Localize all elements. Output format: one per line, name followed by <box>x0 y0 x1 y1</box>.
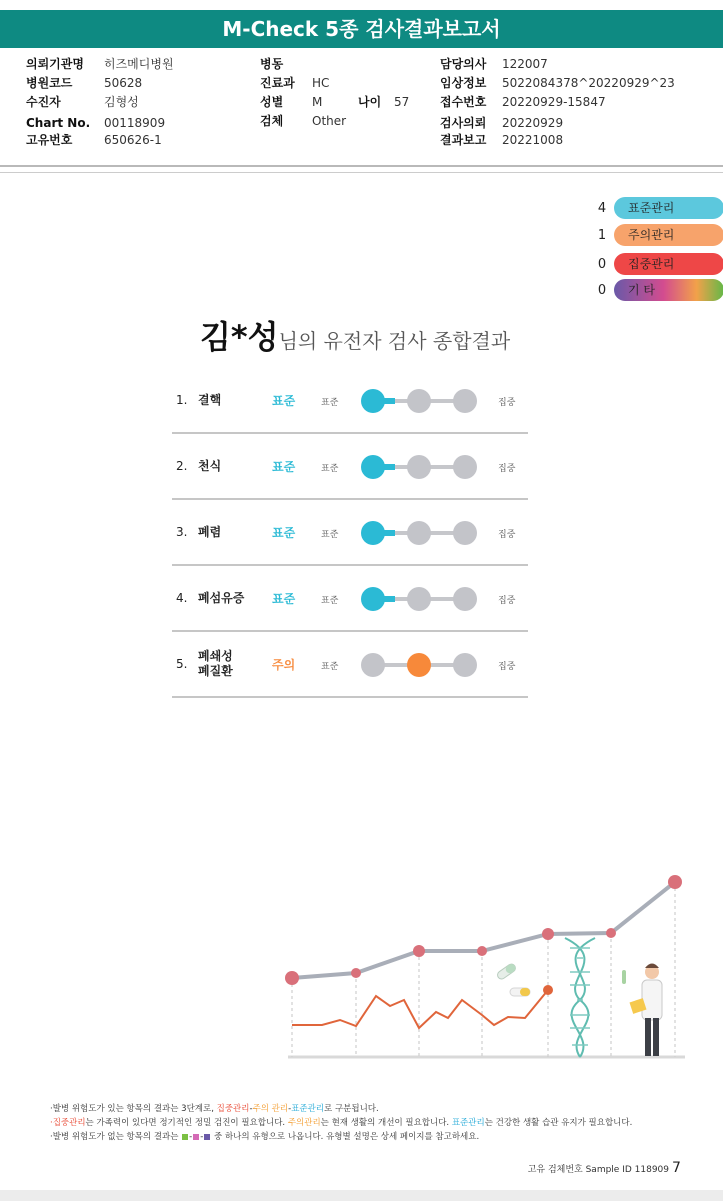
level-dot-2 <box>453 587 477 611</box>
note-text-red: 집중관리 <box>216 1104 250 1114</box>
scale-low-label: 표준 <box>321 530 339 540</box>
result-status: 표준 <box>272 592 296 606</box>
info-label: 접수번호 <box>440 95 487 109</box>
note-line-3: ·발병 위험도가 없는 항목의 결과는 - - 중 하나의 유형으로 나옵니다. 유형별 설명은 상세 페이지를 참고하세요. <box>50 1132 480 1142</box>
info-col1-row <box>26 74 142 92</box>
legend-pill: 표준관리 <box>614 197 723 219</box>
result-row <box>172 632 528 698</box>
info-value: HC <box>312 76 330 90</box>
level-dot-2 <box>453 455 477 479</box>
note-text: 는 현재 생활의 개선이 필요합니다. <box>320 1118 452 1128</box>
level-dot-0 <box>361 653 385 677</box>
info-value: 5022084378^20220929^23 <box>502 76 675 90</box>
result-status: 주의 <box>272 658 296 672</box>
note-line-2 <box>50 1116 632 1128</box>
pill-icon <box>496 963 517 981</box>
info-col2-row <box>260 55 312 73</box>
info-col1-row <box>26 131 162 149</box>
result-name: 폐섬유증 <box>198 591 245 605</box>
result-name: 폐쇄성 폐질환 <box>198 649 233 678</box>
info-label: 고유번호 <box>26 133 73 147</box>
result-row <box>172 434 528 500</box>
result-heading <box>200 312 510 358</box>
risk-level-track <box>361 389 477 413</box>
info-value: 히즈메디병원 <box>104 57 174 71</box>
info-value: 650626-1 <box>104 133 162 147</box>
info-col1-row <box>26 55 174 73</box>
info-value: 20221008 <box>502 133 564 147</box>
info-label: 결과보고 <box>440 133 487 147</box>
info-col2-row <box>260 74 329 92</box>
risk-level-track <box>361 587 477 611</box>
result-status: 표준 <box>272 526 296 540</box>
info-col3-row <box>440 114 563 132</box>
note-text-blue: 표준관리 <box>451 1118 485 1128</box>
level-dot-0 <box>361 521 385 545</box>
legend-count: 0 <box>597 256 607 272</box>
risk-level-track <box>361 653 477 677</box>
level-dot-0 <box>361 455 385 479</box>
bottom-band <box>0 1190 723 1201</box>
type-swatch-green <box>182 1134 188 1140</box>
legend-count: 1 <box>597 227 607 243</box>
info-col1-row <box>26 93 139 111</box>
info-value: 50628 <box>104 76 143 90</box>
note-text: 로 구분됩니다. <box>324 1104 379 1114</box>
info-label: 검체 <box>260 114 284 128</box>
type-swatch-purple <box>204 1134 210 1140</box>
level-dot-0 <box>361 389 385 413</box>
patient-name: 김*성 <box>200 318 279 356</box>
result-number: 3. <box>176 525 188 539</box>
info-value-age: 57 <box>394 95 410 109</box>
level-dot-0 <box>361 587 385 611</box>
level-dot-1 <box>407 587 431 611</box>
info-value: 20220929 <box>502 116 564 130</box>
result-row <box>172 500 528 566</box>
note-text-orange: 주의관리 <box>287 1118 321 1128</box>
row-divider <box>172 696 528 698</box>
level-dot-2 <box>453 521 477 545</box>
info-col2-row <box>260 112 346 130</box>
risk-level-track <box>361 455 477 479</box>
scale-high-label: 집중 <box>498 662 516 672</box>
info-label: Chart No. <box>26 116 91 130</box>
scale-low-label: 표준 <box>321 464 339 474</box>
page-number: 7 <box>672 1160 681 1176</box>
info-label: 병동 <box>260 57 284 71</box>
note-text-red: ·집중관리 <box>50 1118 86 1128</box>
info-label: 성별 <box>260 95 284 109</box>
info-value: Other <box>312 114 347 128</box>
legend-row <box>596 279 723 301</box>
info-label: 검사의뢰 <box>440 116 487 130</box>
legend-row <box>596 224 723 246</box>
note-text-blue: 표준관리 <box>291 1104 325 1114</box>
legend-count: 0 <box>597 282 607 298</box>
result-heading-suffix: 님의 유전자 검사 종합결과 <box>278 329 511 353</box>
info-col3-row <box>440 93 606 111</box>
legend-pill: 기 타 <box>614 279 723 301</box>
scale-high-label: 집중 <box>498 596 516 606</box>
info-value: 122007 <box>502 57 548 71</box>
info-label: 의뢰기관명 <box>26 57 84 71</box>
legend-pill: 주의관리 <box>614 224 723 246</box>
info-col3-row <box>440 55 548 73</box>
legend-pill: 집중관리 <box>614 253 723 275</box>
risk-level-track <box>361 521 477 545</box>
note-text: 는 건강한 생활 습관 유지가 필요합니다. <box>484 1118 633 1128</box>
info-label: 병원코드 <box>26 76 73 90</box>
level-dot-2 <box>453 389 477 413</box>
info-label: 수진자 <box>26 95 61 109</box>
note-text: - <box>288 1104 292 1114</box>
note-text: 중 하나의 유형으로 나옵니다. 유형별 설명은 상세 페이지를 참고하세요. <box>211 1132 480 1142</box>
result-status: 표준 <box>272 460 296 474</box>
info-col3-row <box>440 131 563 149</box>
info-value: M <box>312 95 323 109</box>
scale-low-label: 표준 <box>321 596 339 606</box>
health-trend-illustration <box>280 860 700 1080</box>
note-line-1 <box>50 1102 379 1114</box>
divider <box>0 172 723 173</box>
info-label: 임상정보 <box>440 76 487 90</box>
result-status: 표준 <box>272 394 296 408</box>
info-value: 20220929-15847 <box>502 95 606 109</box>
level-dot-1 <box>407 455 431 479</box>
report-title: M-Check 5종 검사결과보고서 <box>0 10 723 48</box>
result-name: 결핵 <box>198 393 222 407</box>
info-value: 00118909 <box>104 116 166 130</box>
scale-high-label: 집중 <box>498 530 516 540</box>
note-text: ·발병 위험도가 없는 항목의 결과는 <box>50 1132 182 1142</box>
type-swatch-pink <box>193 1134 199 1140</box>
level-dot-2 <box>453 653 477 677</box>
info-label: 진료과 <box>260 76 295 90</box>
result-number: 2. <box>176 459 188 473</box>
dna-icon <box>565 938 595 1057</box>
scale-low-label: 표준 <box>321 398 339 408</box>
sample-id-footer: 고유 검체번호 Sample ID 118909 <box>527 1165 669 1175</box>
note-text-orange: 주의 관리 <box>252 1104 289 1114</box>
level-dot-1 <box>407 521 431 545</box>
info-label: 담당의사 <box>440 57 487 71</box>
info-col3-row <box>440 74 675 92</box>
info-col1-row <box>26 114 165 132</box>
scale-high-label: 집중 <box>498 464 516 474</box>
pill-icon <box>510 988 530 996</box>
scale-low-label: 표준 <box>321 662 339 672</box>
scale-high-label: 집중 <box>498 398 516 408</box>
legend-row <box>596 197 723 219</box>
result-name: 천식 <box>198 459 222 473</box>
result-number: 4. <box>176 591 188 605</box>
info-label-age: 나이 <box>358 95 382 109</box>
info-value: 김형성 <box>104 95 139 109</box>
note-text: 는 가족력이 있다면 정기적인 정밀 검진이 필요합니다. <box>85 1118 288 1128</box>
result-name: 폐렴 <box>198 525 222 539</box>
level-dot-1 <box>407 389 431 413</box>
result-row <box>172 566 528 632</box>
note-text: - <box>249 1104 253 1114</box>
info-col2-row <box>260 93 409 111</box>
note-text: ·발병 위험도가 있는 항목의 결과는 3단계로, <box>50 1104 217 1114</box>
doctor-figure-icon <box>622 964 662 1057</box>
result-number: 1. <box>176 393 188 407</box>
legend-count: 4 <box>597 200 607 216</box>
level-dot-1 <box>407 653 431 677</box>
legend-row <box>596 253 723 275</box>
result-number: 5. <box>176 657 188 671</box>
result-row <box>172 368 528 434</box>
divider <box>0 165 723 167</box>
